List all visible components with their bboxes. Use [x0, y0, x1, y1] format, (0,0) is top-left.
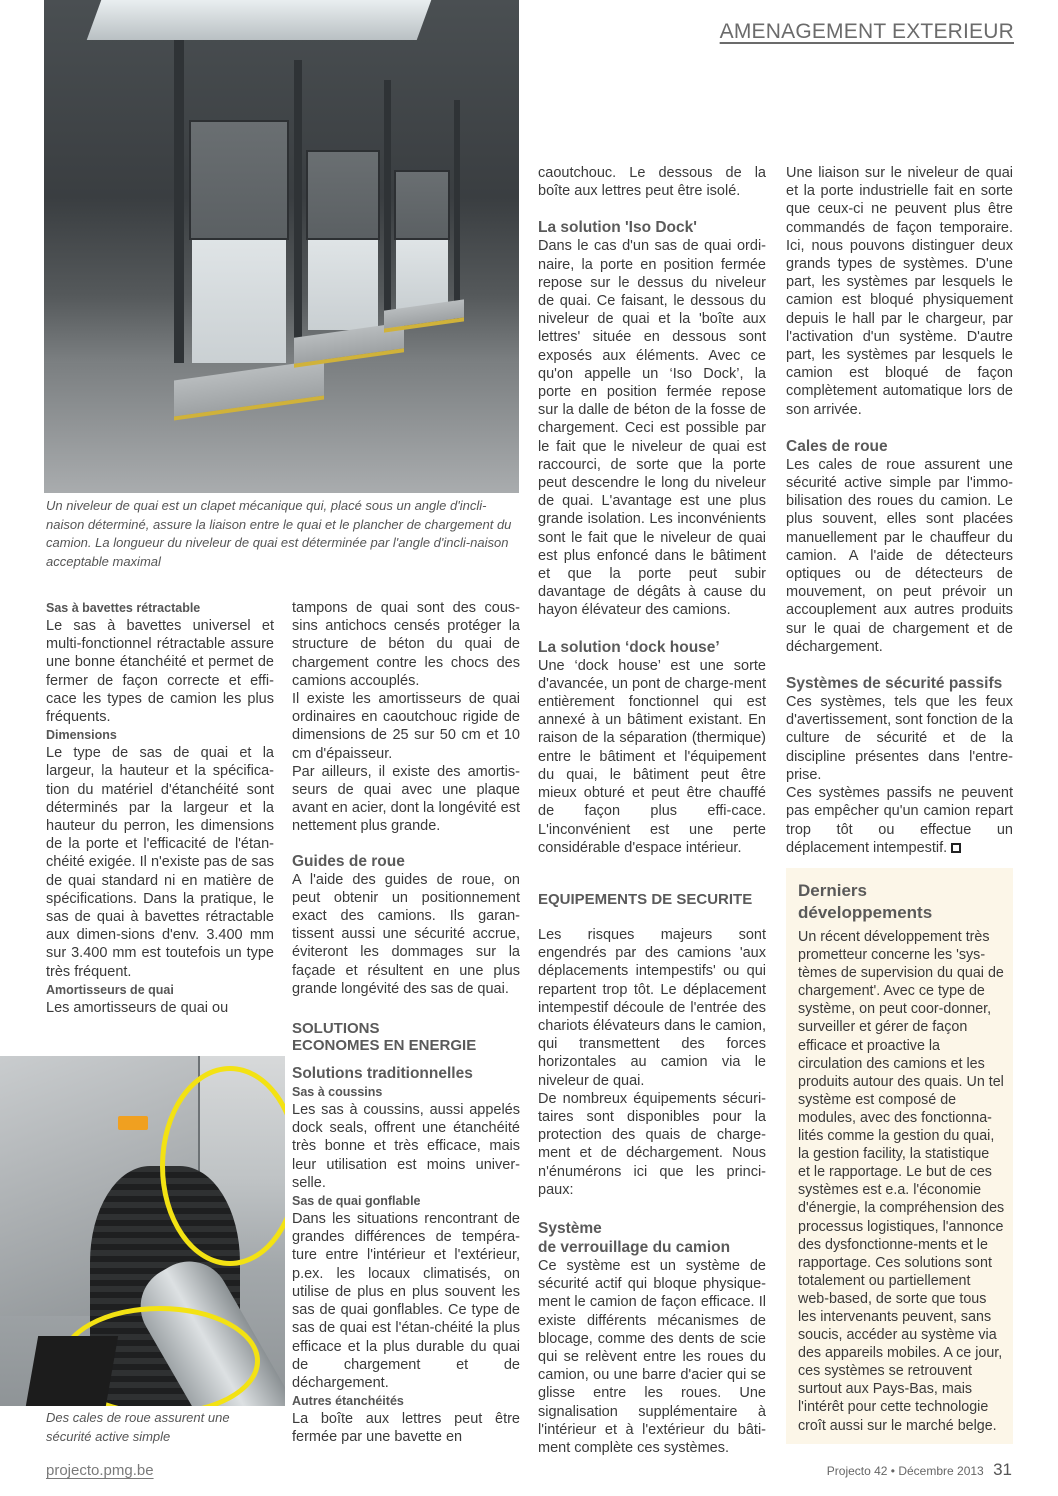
loading-dock-photo [44, 0, 519, 493]
paragraph-text: Ces systèmes passifs ne peuvent pas empêcher qu'un camion repart trop tôt ou effectue un déplacement intempestif. [786, 785, 1013, 856]
subheading: Dimensions [46, 728, 117, 743]
subheading: Sas de quai gonflable [292, 1194, 421, 1209]
door-opening [192, 240, 286, 370]
pillar [294, 60, 302, 360]
skylight [87, 0, 432, 40]
page-number: 31 [993, 1460, 1012, 1479]
paragraph: Les amortisseurs de quai ou [46, 999, 229, 1016]
heading-equipements-securite: EQUIPEMENTS DE SECURITE [538, 890, 753, 908]
footer-info [827, 1460, 1012, 1480]
pillar [454, 100, 460, 320]
paragraph: Dans les situations rencontrant de grandes différences de tempéra-ture entre l'intérieur et l'extérieur, p.ex. les locaux climatisés, on utilise de plus en plus souvent les sas de quai gonflables. Ce type de sas de quai est l'étan-chéité la plus efficace et la plus durable du quai de chargement et de déchargement. [292, 1211, 520, 1391]
article-column-4 [786, 164, 1013, 857]
heading-securite-passifs: Systèmes de sécurité passifs [786, 675, 1003, 693]
heading-verrouillage-line1: Système [538, 1219, 602, 1237]
heading-solutions-line1: SOLUTIONS [292, 1020, 380, 1038]
paragraph: Dans le cas d'un sas de quai ordi-naire, la porte en position fermée repose sur le dessus du niveleur de quai. Ce faisant, le dessous du niveleur de quai et la 'boîte aux lettres' située en dessous sont exposés aux éléments. Avec ce qu'on appelle un ‘Iso Dock’, la porte en position fermée repose sur la dalle de béton de la fosse de chargement. Ceci est possible par le fait que le niveleur de quai est raccourci, de sorte que la porte peut descendre le long du niveleur de quai. L'avantage est une plus grande isolation. Les inconvénients sont le fait que le niveleur de quai est plus enfoncé dans le bâtiment et que la porte peut subir davantage de dégâts à cause du hayon élévateur des camions. [538, 238, 766, 619]
paragraph [786, 784, 1013, 857]
truck-lamp [118, 1116, 148, 1130]
sidebar-derniers-developpements [786, 868, 1013, 1444]
paragraph: Le type de sas de quai et la largeur, la hauteur et la spécifica-tion du matériel d'étanchéité sont déterminés par la largeur et la hauteur du perron, les dimensions de la porte et l'efficacité de l'étan-chéité exigée. Il n'existe pas de sas de quai standard ni en matière de spécifications. Dans la pratique, le sas de quai à bavettes rétractable aux dimen-sions d'env. 3.400 mm sur 3.400 mm est toutefois un type très fréquent. [46, 745, 274, 980]
paragraph: Ces systèmes, tels que les feux d'avertissement, sont fonction de la culture de sécurité et de la discipline présentes dans l'entre-prise. [786, 694, 1013, 783]
heading-iso-dock: La solution 'Iso Dock' [538, 219, 697, 237]
paragraph: Le sas à bavettes universel et multi-fonctionnel rétractable assure une bonne étanchéité et permet de fermer de façon correcte et effi-cace les types de camion les plus fréquents. [46, 618, 274, 726]
door-opening [396, 240, 448, 310]
paragraph: Les sas à coussins, aussi appelés dock seals, offrent une étanchéité très bonne et très efficace, mais leur utilisation est moins univer-selle. [292, 1102, 520, 1191]
dock-door [394, 170, 450, 240]
paragraph: Les cales de roue assurent une sécurité active simple par l'immo-bilisation des roues du camion. Le plus souvent, elles sont placées manuellement par le chauffeur du camion. A l'aide de détecteurs optiques ou de détecteurs de mouvement, on peut prévoir un accouplement aux autres produits sur le quai de chargement et de déchargement. [786, 456, 1013, 655]
heading-verrouillage-line2: de verrouillage du camion [538, 1238, 731, 1256]
heading-cales-de-roue: Cales de roue [786, 437, 888, 455]
dock-door [306, 150, 380, 240]
website-link[interactable]: projecto.pmg.be [46, 1462, 154, 1479]
pillar [384, 80, 391, 340]
heading-dock-house: La solution ‘dock house’ [538, 638, 720, 656]
door-opening [308, 240, 378, 330]
subheading: Sas à coussins [292, 1085, 383, 1100]
paragraph: A l'aide des guides de roue, on peut obtenir un positionnement exact des camions. Ils garan-tissent aussi une sécurité accrue, éviteront les dommages sur la façade et résultent en une plus grande longévité des sas de quai. [292, 871, 520, 997]
paragraph: Une liaison sur le niveleur de quai et la porte industrielle fait en sorte que ceux-ci ne peuvent plus être commandés de façon temporaire. Ici, nous pouvons distinguer deux grands types de systèmes. D'une part, les systèmes par lesquels le camion est bloqué physiquement depuis le hall par le chargeur, par l'activation d'un système. D'autre part, les systèmes par lesquels le camion est bloqué de façon complètement automatique lors de son arrivée. [786, 165, 1013, 418]
paragraph: Les risques majeurs sont engendrés par des camions 'aux déplacements intempestifs' ou qui repartent trop tôt. Le déplacement intempestif découle de l'entrée des chariots élévateurs dans le camion, qui transmettent des forces horizontales au camion via le niveleur de quai. [538, 926, 766, 1089]
heading-guides-de-roue: Guides de roue [292, 852, 405, 870]
article-column-2 [292, 599, 520, 1447]
subheading: Sas à bavettes rétractable [46, 601, 201, 615]
paragraph: caoutchouc. Le dessous de la boîte aux lettres peut être isolé. [538, 165, 766, 200]
paragraph: Ce système est un système de sécurité actif qui bloque physique-ment le camion de façon efficace. Il existe différents mécanismes de blocage, comme des dents de scie qui se relèvent entre les roues du camion, ou une barre d'acier qui se glisse entre les roues. Une signalisation supplémentaire à l'intérieur et à l'extérieur du bâti-ment complète ces systèmes. [538, 1257, 766, 1456]
paragraph: De nombreux équipements sécuri-taires sont disponibles pour la protection des quais de charge-ment et de déchargement. Nous n'énumérons ici que les princi-paux: [538, 1090, 766, 1198]
dock-door [189, 120, 289, 240]
sidebar-body: Un récent développement très prometteur concerne les 'sys-tèmes de supervision du quai de chargement'. Avec ce type de système, on peut coor-donner, surveiller et gérer de façon efficace et proactive la circulation des camions et les produits autour des quais. Un tel système est composé de modules, avec des fonctionna-lités comme la gestion du quai, la gestion facility, la statistique et le rapportage. Le but de ces systèmes est e.a. l'économie d'énergie, la compréhension des processus logistiques, l'annonce des dysfonctionne-ments et le rapportage. Ces solutions sont totalement ou partiellement web-based, de sorte que tous les intervenants peuvent, sans soucis, accéder au système via des appareils mobiles. A ce jour, ces systèmes se retrouvent surtout aux Pays-Bas, mais l'intérêt pour cette technologie croît aussi sur le marché belge. [798, 929, 1005, 1434]
paragraph: Il existe les amortisseurs de quai ordinaires en caoutchouc rigide de dimensions de 25 sur 50 cm et 10 cm d'épaisseur. [292, 691, 520, 762]
paragraph: tampons de quai sont des cous-sins antichocs censés protéger la structure de béton du quai de chargement contre les chocs des camions accouplés. [292, 600, 520, 689]
paragraph: Par ailleurs, il existe des amortis-seurs de quai avec une plaque avant en acier, dont la longévité est nettement plus grande. [292, 763, 520, 835]
photo-caption: Des cales de roue assurent une sécurité active simple [46, 1410, 230, 1444]
wheel-chock-photo [0, 1056, 285, 1406]
heading-solutions-traditionnelles: Solutions traditionnelles [292, 1065, 473, 1083]
article-column-1 [46, 599, 274, 1017]
sidebar-title: Derniers développements [798, 881, 933, 922]
paragraph: La boîte aux lettres peut être fermée par une bavette en [292, 1411, 520, 1446]
heading-solutions-line2: ECONOMES EN ENERGIE [292, 1037, 477, 1055]
pillar [174, 40, 184, 380]
wheel-chock [26, 1336, 118, 1406]
subheading: Amortisseurs de quai [46, 982, 174, 997]
section-title: AMENAGEMENT EXTERIEUR [719, 20, 1014, 43]
photo-caption: Un niveleur de quai est un clapet mécanique qui, placé sous un angle d'incli-naison déterminé, assure la liaison entre le quai et le plancher de chargement du camion. La longueur du niveleur de quai est déterminée par l'angle d'incli-naison acceptable maximal [46, 498, 512, 569]
end-of-article-icon [951, 843, 961, 853]
paragraph: Une ‘dock house’ est une sorte d'avancée, un pont de charge-ment entièrement fonctionnel qui est annexé à un bâtiment existant. En raison de la séparation (thermique) entre le bâtiment et l'équipement du quai, le bâtiment peut être mieux obturé et peut être chauffé de façon plus effi-cace. L'inconvénient est une perte considérable d'espace intérieur. [538, 657, 766, 856]
article-column-3 [538, 164, 766, 1457]
issue-info: Projecto 42 • Décembre 2013 [826, 1464, 984, 1478]
subheading: Autres étanchéités [292, 1394, 404, 1409]
